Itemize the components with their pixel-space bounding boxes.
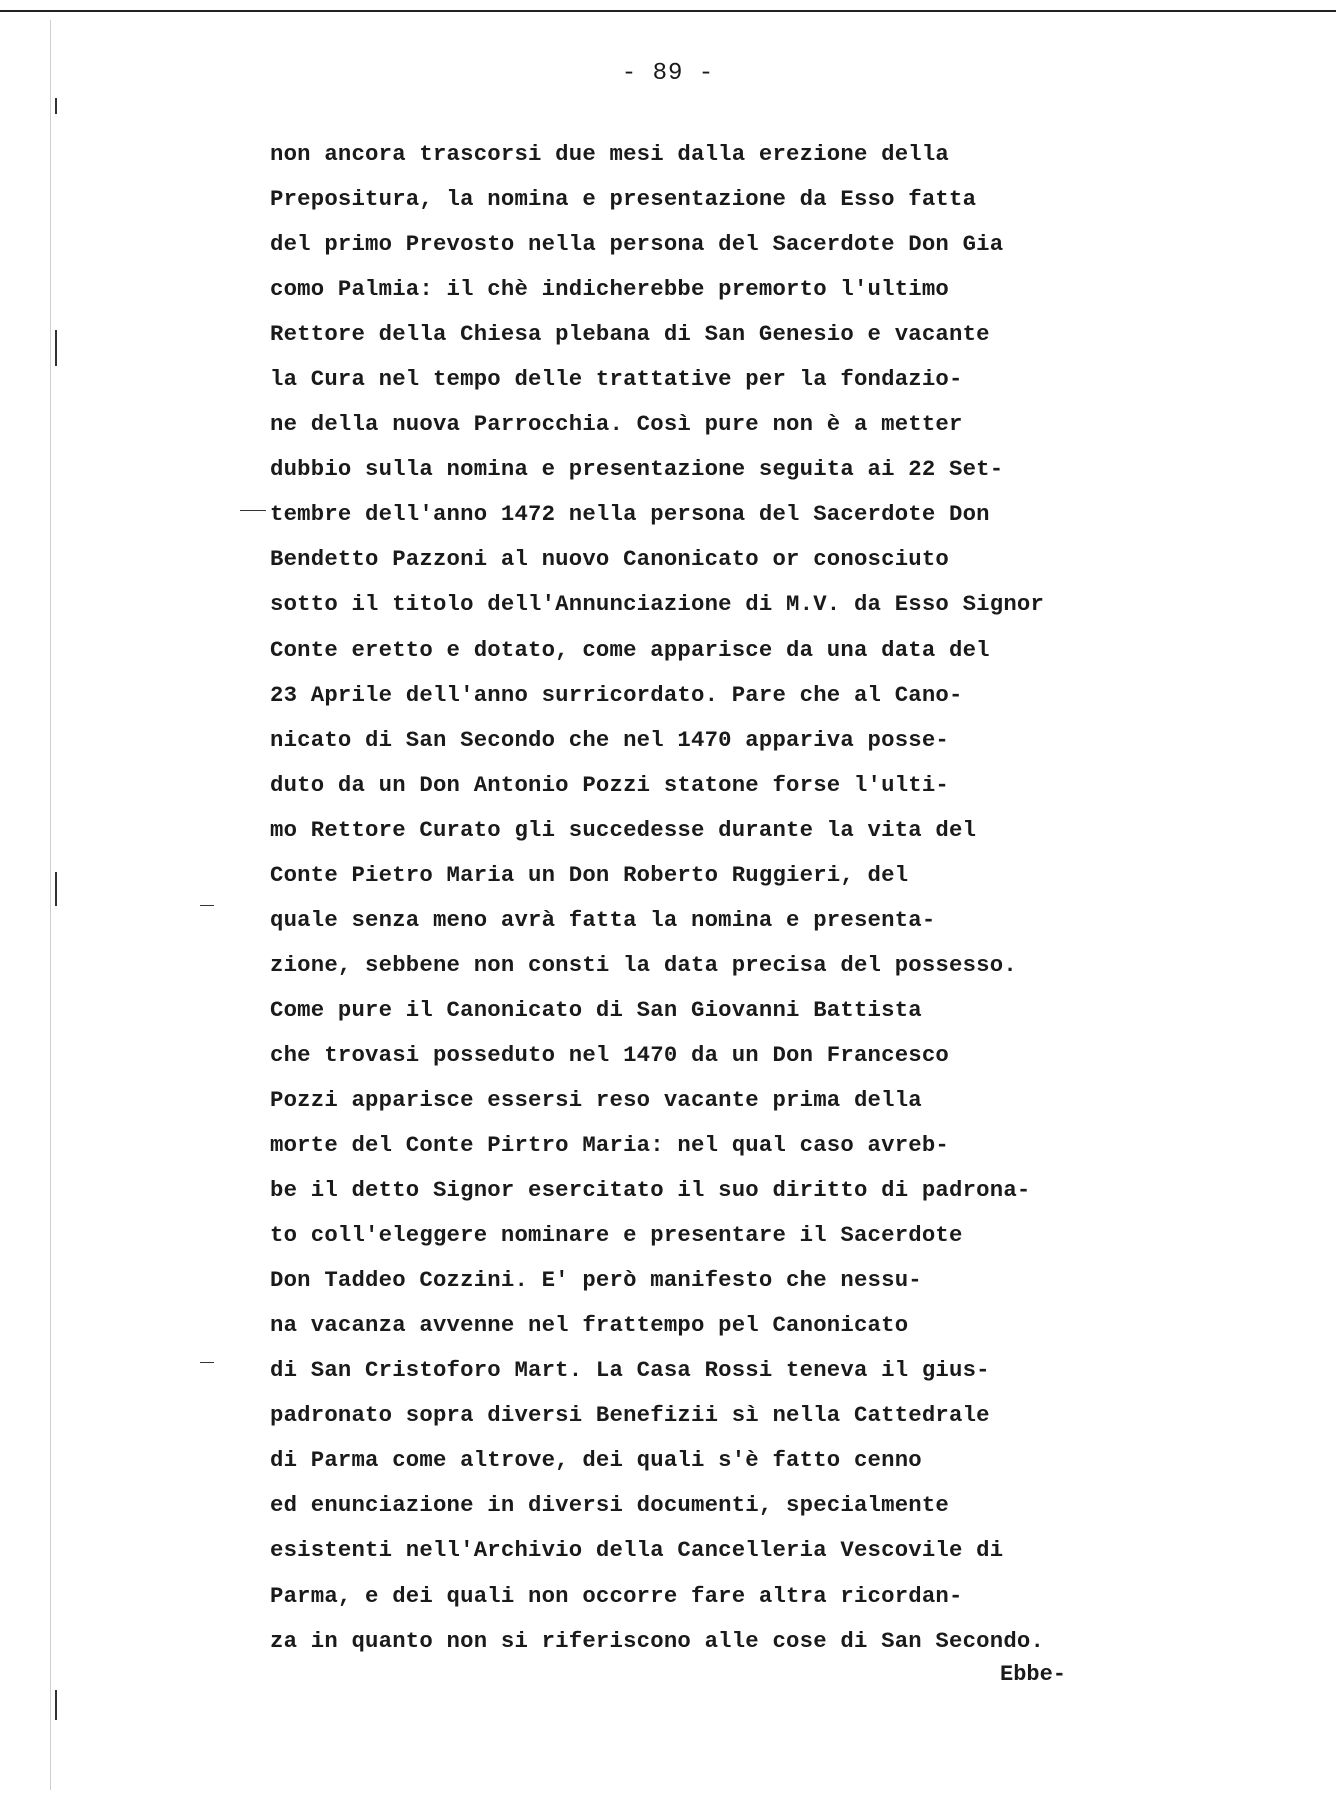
text-line: Conte eretto e dotato, come apparisce da una data del <box>270 636 990 663</box>
text-line: zione, sebbene non consti la data precisa del possesso. <box>270 951 1017 978</box>
text-line: duto da un Don Antonio Pozzi statone forse l'ulti- <box>270 771 950 798</box>
text-line: morte del Conte Pirtro Maria: nel qual caso avreb- <box>270 1132 950 1159</box>
text-line: di Parma come altrove, dei quali s'è fatto cenno <box>270 1447 922 1474</box>
text-line: za in quanto non si riferiscono alle cose di San Secondo. <box>270 1627 1045 1654</box>
text-line: 23 Aprile dell'anno surricordato. Pare che al Cano- <box>270 681 963 708</box>
text-line: sotto il titolo dell'Annunciazione di M.V. da Esso Signor <box>270 591 1045 618</box>
margin-mark <box>55 330 57 366</box>
text-line: padronato sopra diversi Benefizii sì nella Cattedrale <box>270 1402 990 1429</box>
text-line: che trovasi posseduto nel 1470 da un Don Francesco <box>270 1041 950 1068</box>
text-line: quale senza meno avrà fatta la nomina e presenta- <box>270 906 936 933</box>
left-margin-edge <box>50 20 51 1790</box>
text-line: non ancora trascorsi due mesi dalla erezione della <box>270 141 950 167</box>
text-line: Prepositura, la nomina e presentazione da Esso fatta <box>270 186 977 213</box>
text-line: Pozzi apparisce essersi reso vacante prima della <box>270 1086 922 1113</box>
text-line: Don Taddeo Cozzini. E' però manifesto che nessu- <box>270 1267 922 1294</box>
text-line: dubbio sulla nomina e presentazione seguita ai 22 Set- <box>270 456 1004 483</box>
text-line: ne della nuova Parrocchia. Così pure non è a metter <box>270 411 963 438</box>
text-line: Rettore della Chiesa plebana di San Genesio e vacante <box>270 321 990 348</box>
page-number: - 89 - <box>621 60 715 87</box>
text-line: ed enunciazione in diversi documenti, specialmente <box>270 1492 950 1519</box>
text-line: esistenti nell'Archivio della Cancelleria Vescovile di <box>270 1537 1004 1564</box>
margin-mark <box>240 510 266 511</box>
text-line: como Palmia: il chè indicherebbe premorto l'ultimo <box>270 276 950 303</box>
text-line: Conte Pietro Maria un Don Roberto Ruggieri, del <box>270 861 909 888</box>
text-line: to coll'eleggere nominare e presentare il Sacerdote <box>270 1222 963 1249</box>
text-line: be il detto Signor esercitato il suo diritto di padrona- <box>270 1177 1031 1204</box>
text-line: na vacanza avvenne nel frattempo pel Canonicato <box>270 1312 909 1339</box>
text-line: del primo Prevosto nella persona del Sacerdote Don Gia <box>270 231 1004 258</box>
margin-mark <box>200 905 214 906</box>
text-line: nicato di San Secondo che nel 1470 appariva posse- <box>270 726 950 753</box>
text-line: di San Cristoforo Mart. La Casa Rossi teneva il gius- <box>270 1357 990 1384</box>
text-line: mo Rettore Curato gli succedesse durante la vita del <box>270 816 977 843</box>
margin-mark <box>200 1362 214 1363</box>
text-line: tembre dell'anno 1472 nella persona del Sacerdote Don <box>270 501 990 528</box>
text-line: Parma, e dei quali non occorre fare altra ricordan- <box>270 1582 963 1609</box>
catchword: Ebbe- <box>1000 1662 1067 1687</box>
text-line: Come pure il Canonicato di San Giovanni Battista <box>270 996 922 1023</box>
top-edge-rule <box>0 10 1336 12</box>
text-line: Bendetto Pazzoni al nuovo Canonicato or conosciuto <box>270 546 950 573</box>
margin-mark <box>55 872 57 906</box>
text-line: la Cura nel tempo delle trattative per la fondazio- <box>270 366 963 393</box>
margin-mark <box>55 1690 57 1720</box>
margin-mark <box>55 98 57 114</box>
body-text <box>270 132 1270 1664</box>
